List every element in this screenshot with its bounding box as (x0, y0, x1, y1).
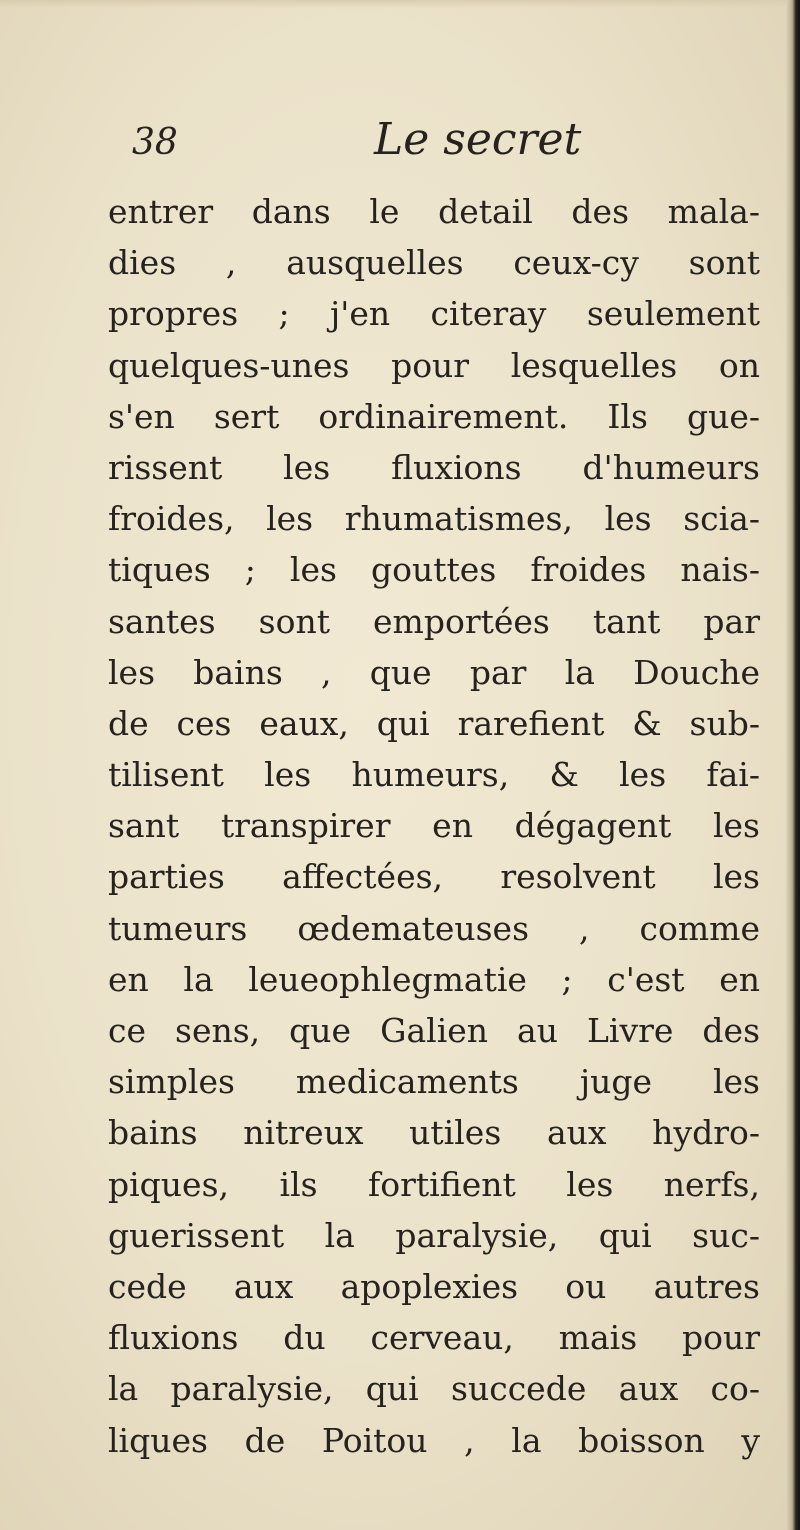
text-line: simples medicaments juge les (108, 1062, 760, 1102)
text-line: bains nitreux utiles aux hydro- (108, 1113, 760, 1153)
text-line: piques, ils fortifient les nerfs, (108, 1164, 760, 1204)
page-binding-edge (786, 0, 800, 1530)
text-line: ce sens, que Galien au Livre des (108, 1011, 760, 1050)
text-line: dies , ausquelles ceux-cy sont (108, 243, 760, 283)
text-line: rissent les fluxions d'humeurs (108, 447, 760, 487)
body-text (108, 186, 760, 1466)
text-line: entrer dans le detail des mala- (108, 192, 760, 231)
text-line: les bains , que par la Douche (108, 652, 760, 692)
text-line: fluxions du cerveau, mais pour (108, 1318, 760, 1358)
text-line: en la leueophlegmatie ; c'est en (108, 959, 760, 999)
text-line: quelques-unes pour lesquelles on (108, 345, 760, 385)
text-line: liques de Poitou , la boisson y (108, 1420, 760, 1460)
text-line: tiques ; les gouttes froides nais- (108, 550, 760, 590)
page-top-edge (0, 0, 800, 8)
text-line: cede aux apoplexies ou autres (108, 1266, 760, 1306)
text-line: sant transpirer en dégagent les (108, 806, 760, 846)
text-line: parties affectées, resolvent les (108, 857, 760, 897)
text-line: propres ; j'en citeray seulement (108, 294, 760, 334)
text-line: la paralysie, qui succede aux co- (108, 1369, 760, 1409)
text-line: guerissent la paralysie, qui suc- (108, 1215, 760, 1255)
text-line: s'en sert ordinairement. Ils gue- (108, 396, 760, 436)
text-line: froides, les rhumatismes, les scia- (108, 499, 760, 539)
text-line: tilisent les humeurs, & les fai- (108, 755, 760, 795)
page-header (112, 114, 752, 182)
text-line: tumeurs œdemateuses , comme (108, 908, 760, 948)
text-line: de ces eaux, qui rarefient & sub- (108, 703, 760, 743)
running-head: Le secret (374, 114, 582, 165)
page-number: 38 (132, 122, 178, 163)
text-line: santes sont emportées tant par (108, 601, 760, 641)
